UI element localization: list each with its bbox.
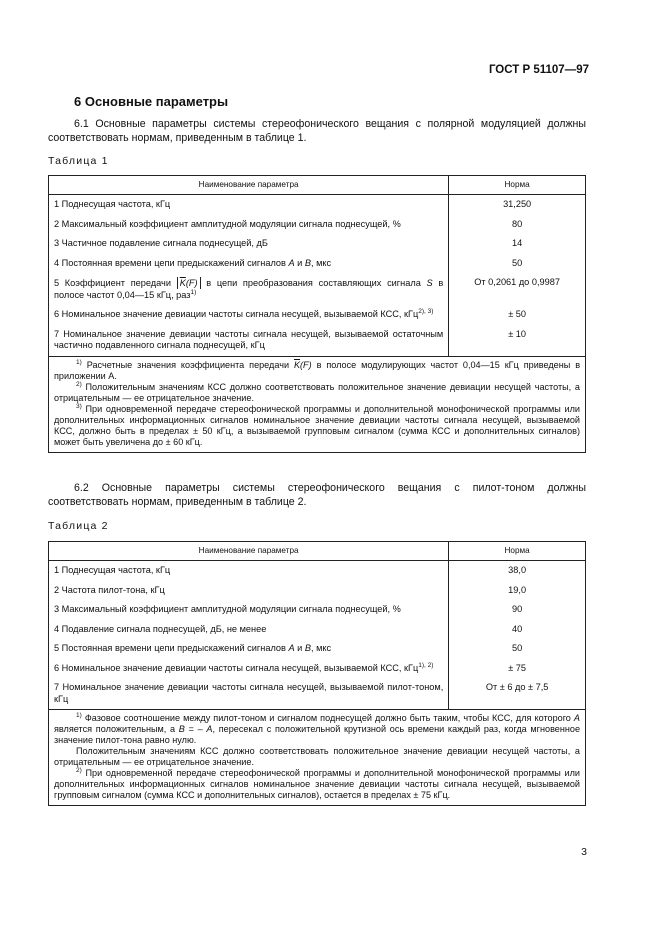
table-row — [49, 678, 586, 710]
transfer-coefficient-symbol: $\overline{K}(F)$ — [177, 277, 201, 289]
row-value: 90 — [449, 600, 586, 620]
table-2-header-name: Наименование параметра — [49, 542, 449, 561]
row-name: 3 Частичное подавление сигнала поднесущей, дБ — [49, 234, 449, 254]
table-row — [49, 639, 586, 659]
table-row — [49, 581, 586, 601]
row-value: 14 — [449, 234, 586, 254]
row-name: 7 Номинальное значение девиации частоты сигнала несущей, вызываемой остаточным частично подавленного сигнала поднесущей, кГц — [49, 325, 449, 357]
table-row — [49, 254, 586, 274]
section-title: 6 Основные параметры — [74, 94, 229, 109]
row-name: 6 Номинальное значение девиации частоты сигнала несущей, вызываемой КСС, кГц$^{1), 2)}$ — [49, 659, 449, 679]
table-1 — [48, 175, 586, 453]
document-code: ГОСТ Р 51107—97 — [488, 64, 589, 76]
table-row — [49, 561, 586, 581]
table-1-header-name: Наименование параметра — [49, 176, 449, 195]
table-row — [49, 195, 586, 215]
table-1-notes — [49, 356, 586, 452]
table-row — [49, 234, 586, 254]
row-value: 50 — [449, 254, 586, 274]
row-name: 6 Номинальное значение девиации частоты сигнала несущей, вызываемой КСС, кГц$^{2), 3)}$ — [49, 305, 449, 325]
row-value: От 0,2061 до 0,9987 — [449, 273, 586, 305]
row-value: ± 10 — [449, 325, 586, 357]
row-value: От ± 6 до ± 7,5 — [449, 678, 586, 710]
table-2-notes — [49, 710, 586, 806]
row-name: 4 Постоянная времени цепи предыскажений сигналов A и B, мкс — [49, 254, 449, 274]
table-2-caption: Таблица 2 — [48, 520, 109, 532]
table-row — [49, 215, 586, 235]
page-number: 3 — [581, 846, 587, 858]
row-name: 3 Максимальный коэффициент амплитудной модуляции сигнала поднесущей, % — [49, 600, 449, 620]
table-row — [49, 325, 586, 357]
row-name: 2 Максимальный коэффициент амплитудной модуляции сигнала поднесущей, % — [49, 215, 449, 235]
footnote: $^{3)}$ При одновременной передаче стереофонической программы и дополнительной монофонической программы или дополнительных информационных сигналов номинальное значение девиации частоты сигнала несущей, вызываемой КСС, должно быть в пределах ± 50 кГц, а вызываемой групповым сигналом (сумма КСС и дополнительных сигналов) может быть увеличена до ± 60 кГц. — [54, 402, 580, 447]
footnote: Положительным значениям КСС должно соответствовать положительное значение девиации несущей частоты, а отрицательным — ее отрицательное значение. — [54, 746, 580, 767]
row-value: ± 75 — [449, 659, 586, 679]
row-value: 31,250 — [449, 195, 586, 215]
footnote: $^{1)}$ Фазовое соотношение между пилот-тоном и сигналом поднесущей должно быть таким, чтобы КСС, для которого A является положительным, а B = – A, пересекал с положительной крутизной ось времени каждый раз, когда мгновенное значение пилот-тона равно нулю. — [54, 712, 581, 745]
row-name: 5 Постоянная времени цепи предыскажений сигналов A и B, мкс — [49, 639, 449, 659]
table-1-header-norm: Норма — [449, 176, 586, 195]
row-name: 7 Номинальное значение девиации частоты сигнала несущей, вызываемой пилот-тоном, кГц — [49, 678, 449, 710]
table-row — [49, 273, 586, 305]
row-value: 50 — [449, 639, 586, 659]
paragraph-6-1: 6.1 Основные параметры системы стереофонического вещания с полярной модуляцией должны соответствовать нормам, приведенным в таблице 1. — [48, 118, 586, 144]
footnote: $^{2)}$ Положительным значениям КСС должно соответствовать положительное значение девиации несущей частоты, а отрицательным — ее отрицательное значение. — [54, 380, 580, 403]
row-value: ± 50 — [449, 305, 586, 325]
table-row — [49, 600, 586, 620]
row-value: 80 — [449, 215, 586, 235]
row-name: 5 Коэффициент передачи $\overline{K}(F)$ в цепи преобразования составляющих сигнала S в полосе частот 0,04—15 кГц, раз$^{1)}$ — [49, 273, 449, 305]
row-name: 4 Подавление сигнала поднесущей, дБ, не менее — [49, 620, 449, 640]
table-row — [49, 620, 586, 640]
table-2-header-norm: Норма — [449, 542, 586, 561]
footnote: $^{1)}$ Расчетные значения коэффициента передачи $\overline{K}(F)$ в полосе модулирующих частот 0,04—15 кГц приведены в приложении А. — [54, 358, 581, 381]
paragraph-6-2: 6.2 Основные параметры системы стереофонического вещания с пилот-тоном должны соответствовать нормам, приведенным в таблице 2. — [48, 482, 586, 508]
row-value: 19,0 — [449, 581, 586, 601]
row-value: 40 — [449, 620, 586, 640]
row-value: 38,0 — [449, 561, 586, 581]
row-name: 1 Поднесущая частота, кГц — [49, 561, 449, 581]
table-2 — [48, 541, 586, 806]
table-1-caption: Таблица 1 — [48, 155, 109, 167]
row-name: 2 Частота пилот-тона, кГц — [49, 581, 449, 601]
table-row — [49, 659, 586, 679]
table-row — [49, 305, 586, 325]
footnote: $^{2)}$ При одновременной передаче стереофонической программы и дополнительной монофонической программы или дополнительных информационных сигналов номинальное значение девиации частоты сигнала несущей, вызываемой групповым сигналом (сумма КСС и дополнительных сигналов), остается в пределах ± 75 кГц. — [54, 767, 580, 800]
row-name: 1 Поднесущая частота, кГц — [49, 195, 449, 215]
